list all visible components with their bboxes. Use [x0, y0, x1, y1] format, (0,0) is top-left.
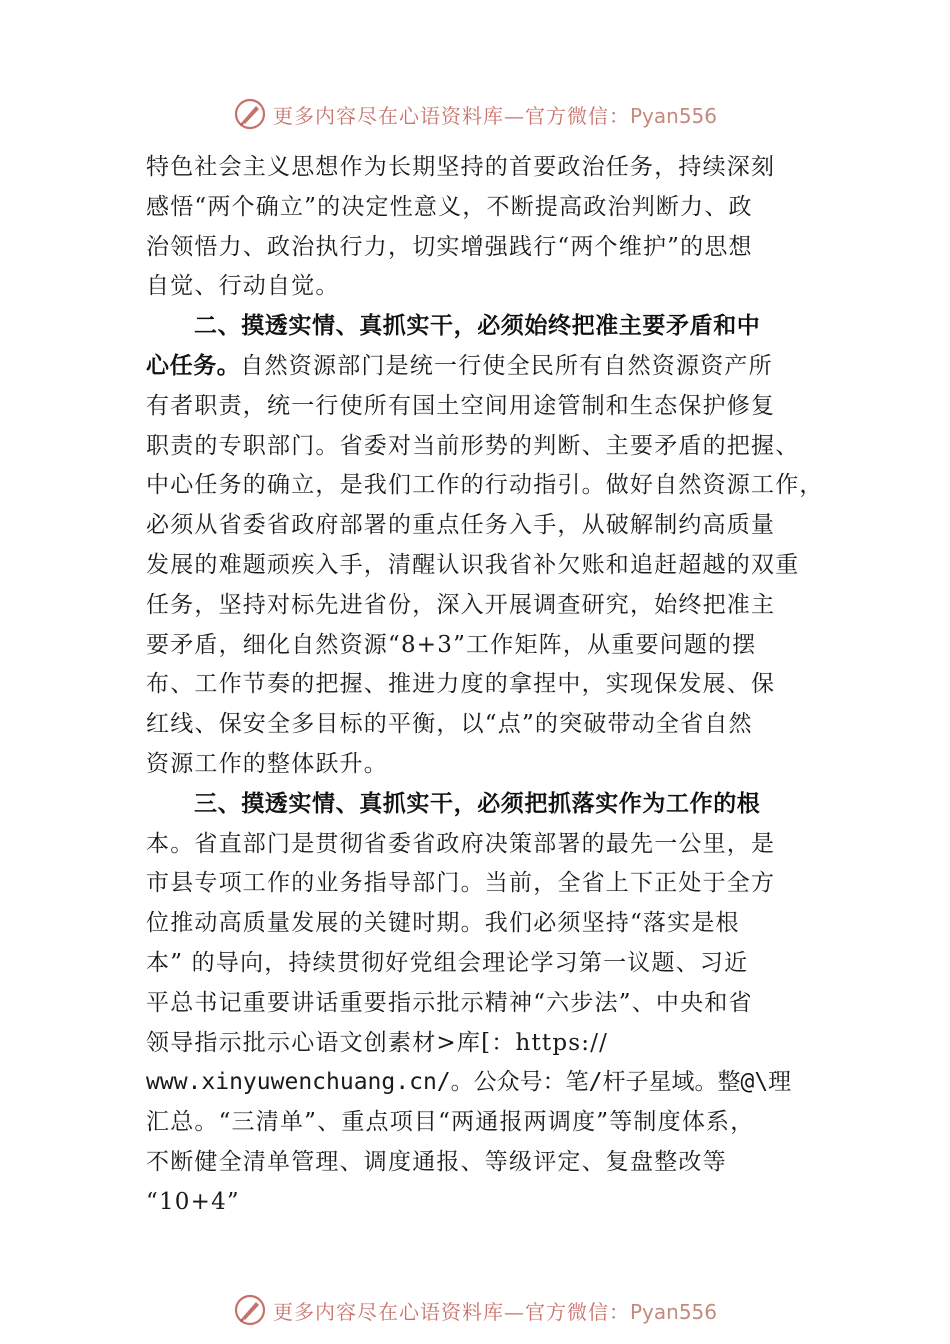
text-line: 感悟“两个确立”的决定性意义，不断提高政治判断力、政 — [146, 193, 753, 220]
wechat-id: Pyan556 — [629, 103, 717, 128]
text-line: 要矛盾，细化自然资源“8+3”工作矩阵，从重要问题的摆 — [146, 631, 757, 658]
text-line: 领导指示批示心语文创素材>库[：https:// — [146, 1029, 609, 1056]
text-line: www.xinyuwenchuang.cn/。公众号：笔/杆子星域。整@\理 — [146, 1069, 792, 1096]
text-line: 有者职责，统一行使所有国土空间用途管制和生态保护修复 — [146, 392, 776, 419]
text-line: 资源工作的整体跃升。 — [146, 750, 388, 777]
section-heading-line — [146, 785, 826, 825]
text-line: 市县专项工作的业务指导部门。当前，全省上下正处于全方 — [146, 870, 776, 897]
text-line: 本。省直部门是贯彻省委省政府决策部署的最先一公里，是 — [146, 830, 776, 857]
document-body — [146, 148, 826, 1223]
text-line: 平总书记重要讲话重要指示批示精神“六步法”、中央和省 — [146, 989, 753, 1016]
header-banner — [0, 94, 950, 134]
banner-text: 更多内容尽在心语资料库—官方微信：Pyan556 — [272, 103, 717, 128]
section-heading-2-end: 心任务。 — [146, 352, 241, 379]
text-line: 任务，坚持对标先进省份，深入开展调查研究，始终把准主 — [146, 591, 776, 618]
text-line: 职责的专职部门。省委对当前形势的判断、主要矛盾的把握、 — [146, 432, 800, 459]
text-line: 必须从省委省政府部署的重点任务入手，从破解制约高质量 — [146, 512, 776, 539]
text-line: 发展的难题顽疾入手，清醒认识我省补欠账和追赶超越的双重 — [146, 551, 800, 578]
banner-text: 更多内容尽在心语资料库—官方微信：Pyan556 — [272, 1299, 717, 1324]
text-line: 中心任务的确立，是我们工作的行动指引。做好自然资源工作， — [146, 472, 824, 499]
footer-banner — [0, 1290, 950, 1330]
text-line: “10+4” — [146, 1188, 240, 1215]
wechat-id: Pyan556 — [629, 1299, 717, 1324]
text-line — [146, 347, 826, 387]
text-line: 不断健全清单管理、调度通报、等级评定、复盘整改等 — [146, 1148, 727, 1175]
text-line: 特色社会主义思想作为长期坚持的首要政治任务，持续深刻 — [146, 154, 776, 180]
text-line: 治领悟力、政治执行力，切实增强践行“两个维护”的思想 — [146, 233, 753, 260]
text-line: 自觉、行动自觉。 — [146, 273, 340, 300]
text-line: 本” 的导向，持续贯彻好党组会理论学习第一议题、习近 — [146, 949, 749, 976]
text-line: 位推动高质量发展的关键时期。我们必须坚持“落实是根 — [146, 910, 740, 937]
pen-logo-icon — [233, 97, 267, 131]
text-line: 红线、保安全多目标的平衡，以“点”的突破带动全省自然 — [146, 711, 753, 738]
pen-logo-icon — [233, 1293, 267, 1327]
text-line: 汇总。“三清单”、重点项目“两通报两调度”等制度体系， — [146, 1109, 755, 1136]
text-line: 布、工作节奏的把握、推进力度的拿捏中，实现保发展、保 — [146, 671, 776, 698]
section-heading-3: 三、摸透实情、真抓实干，必须把抓落实作为工作的根 — [194, 790, 761, 817]
section-heading-line — [146, 307, 826, 347]
text-run: 自然资源部门是统一行使全民所有自然资源资产所 — [240, 352, 773, 379]
section-heading-2: 二、摸透实情、真抓实干，必须始终把准主要矛盾和中 — [194, 313, 761, 340]
